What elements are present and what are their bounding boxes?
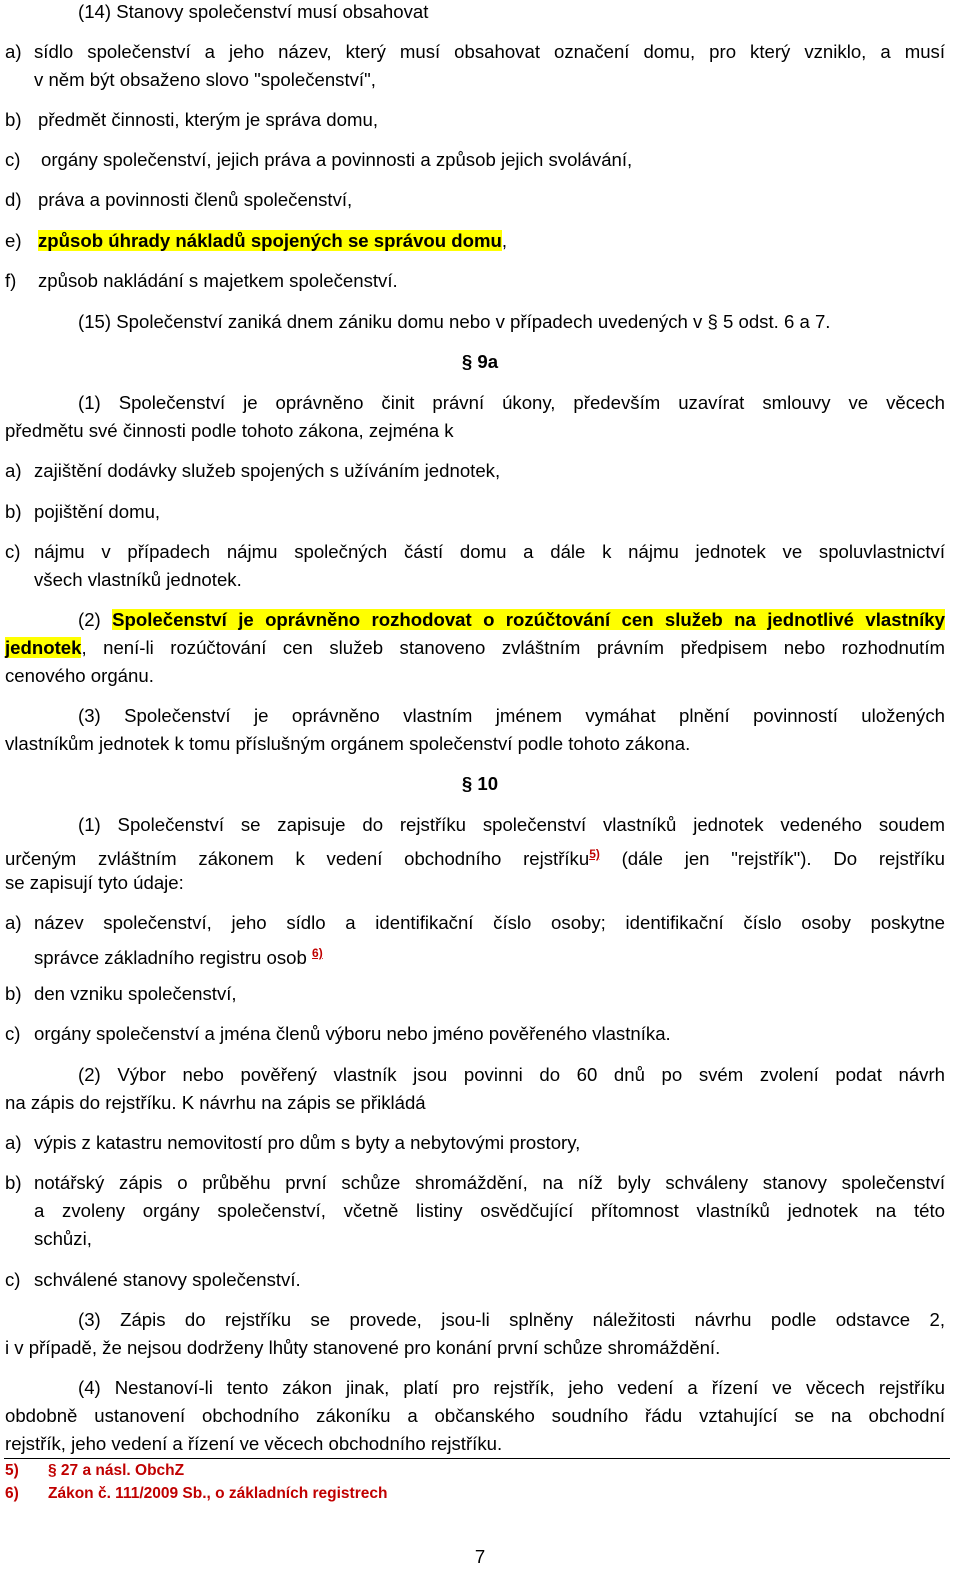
list-item: všech vlastníků jednotek.	[34, 569, 242, 590]
list-item: zajištění dodávky služeb spojených s užíváním jednotek,	[34, 460, 501, 481]
item-label: b)	[5, 501, 22, 522]
paragraph-line: jednotek, není-li rozúčtování cen služeb stanoveno zvláštním právním předpisem nebo rozhodnutím	[5, 637, 945, 658]
list-item: schválené stanovy společenství.	[34, 1269, 301, 1290]
list-item: práva a povinnosti členů společenství,	[38, 189, 353, 210]
paragraph-line: vlastníkům jednotek k tomu příslušným orgánem společenství podle tohoto zákona.	[5, 733, 691, 754]
footnote-divider	[4, 1458, 950, 1459]
list-item: název společenství, jeho sídlo a identifikační číslo osoby; identifikační číslo osoby poskytne	[34, 912, 945, 933]
item-label: b)	[5, 983, 22, 1004]
footnote-text: § 27 a násl. ObchZ	[48, 1462, 185, 1479]
paragraph-line: (3) Společenství je oprávněno vlastním jménem vymáhat plnění povinností uložených	[78, 705, 945, 726]
section-title-9a: § 9a	[461, 351, 499, 372]
paragraph-line: (3) Zápis do rejstříku se provede, jsou-li splněny náležitosti návrhu podle odstavce 2,	[78, 1309, 945, 1330]
list-item: notářský zápis o průběhu první schůze shromáždění, na níž byly schváleny stanovy společenství	[34, 1172, 945, 1193]
footnote-text: Zákon č. 111/2009 Sb., o základních registrech	[48, 1485, 388, 1502]
highlighted-text: jednotek	[5, 637, 82, 658]
highlighted-text: způsob úhrady nákladů spojených se správou domu	[38, 230, 502, 251]
footnote-ref-link[interactable]: 6)	[312, 946, 323, 960]
list-item: orgány společenství a jména členů výboru nebo jméno pověřeného vlastníka.	[34, 1023, 671, 1044]
list-item: sídlo společenství a jeho název, který musí obsahovat označení domu, pro který vzniklo, a musí	[34, 41, 945, 62]
item-label: e)	[5, 230, 22, 251]
para15: (15) Společenství zaniká dnem zániku domu nebo v případech uvedených v § 5 odst. 6 a 7.	[78, 311, 831, 332]
paragraph-line: rejstřík, jeho vedení a řízení ve věcech obchodního rejstříku.	[5, 1433, 503, 1454]
paragraph-line: se zapisují tyto údaje:	[5, 872, 184, 893]
footnote-ref-link[interactable]: 5)	[589, 847, 600, 861]
item-label: a)	[5, 1132, 22, 1153]
list-item: předmět činnosti, kterým je správa domu,	[38, 109, 378, 130]
list-item: nájmu v případech nájmu společných částí domu a dále k nájmu jednotek ve spoluvlastnictví	[34, 541, 945, 562]
page-number: 7	[474, 1546, 486, 1567]
paragraph-line: předmětu své činnosti podle tohoto zákona, zejména k	[5, 420, 454, 441]
list-item: pojištění domu,	[34, 501, 161, 522]
list-item: a zvoleny orgány společenství, včetně listiny osvědčující přítomnost vlastníků jednotek na této	[34, 1200, 945, 1221]
footnote-number: 6)	[5, 1485, 19, 1502]
paragraph-line: obdobně ustanovení obchodního zákoníku a občanského soudního řádu vztahující se na obchodní	[5, 1405, 945, 1426]
item-label: c)	[5, 149, 21, 170]
item-label: a)	[5, 41, 22, 62]
paragraph-line: (4) Nestanoví-li tento zákon jinak, platí pro rejstřík, jeho vedení a řízení ve věcech rejstříku	[78, 1377, 945, 1398]
item-label: c)	[5, 541, 21, 562]
paragraph-line: na zápis do rejstříku. K návrhu na zápis se přikládá	[5, 1092, 426, 1113]
paragraph-line: (1) Společenství je oprávněno činit právní úkony, především uzavírat smlouvy ve věcech	[78, 392, 945, 413]
paragraph-line: (2) Společenství je oprávněno rozhodovat o rozúčtování cen služeb na jednotlivé vlastníky	[78, 609, 945, 630]
item-label: c)	[5, 1023, 21, 1044]
list-item: v něm být obsaženo slovo "společenství",	[34, 69, 376, 90]
para14-heading: (14) Stanovy společenství musí obsahovat	[78, 1, 429, 22]
list-item: výpis z katastru nemovitostí pro dům s byty a nebytovými prostory,	[34, 1132, 581, 1153]
paragraph-line: cenového orgánu.	[5, 665, 154, 686]
item-label: a)	[5, 460, 22, 481]
item-label: c)	[5, 1269, 21, 1290]
list-item: způsob úhrady nákladů spojených se správou domu,	[38, 230, 508, 251]
highlighted-text: Společenství je oprávněno rozhodovat o rozúčtování cen služeb na jednotlivé vlastníky	[112, 609, 945, 630]
paragraph-line: i v případě, že nejsou dodrženy lhůty stanovené pro konání první schůze shromáždění.	[5, 1337, 721, 1358]
list-item: den vzniku společenství,	[34, 983, 237, 1004]
item-label: f)	[5, 270, 17, 291]
paragraph-line: (1) Společenství se zapisuje do rejstříku společenství vlastníků jednotek vedeného soudem	[78, 814, 945, 835]
item-label: b)	[5, 1172, 22, 1193]
section-title-10: § 10	[461, 773, 499, 794]
list-item: schůzi,	[34, 1228, 92, 1249]
item-label: b)	[5, 109, 22, 130]
paragraph-line: (2) Výbor nebo pověřený vlastník jsou povinni do 60 dnů po svém zvolení podat návrh	[78, 1064, 945, 1085]
paragraph-line: určeným zvláštním zákonem k vedení obchodního rejstříku$^{5)}$ (dále jen "rejstřík"). Do rejstříku	[5, 847, 945, 869]
item-label: a)	[5, 912, 22, 933]
list-item: správce základního registru osob $^{6)}$	[34, 946, 323, 968]
list-item: orgány společenství, jejich práva a povinnosti a způsob jejich svolávání,	[41, 149, 633, 170]
footnote-number: 5)	[5, 1462, 19, 1479]
item-label: d)	[5, 189, 22, 210]
list-item: způsob nakládání s majetkem společenství.	[38, 270, 398, 291]
